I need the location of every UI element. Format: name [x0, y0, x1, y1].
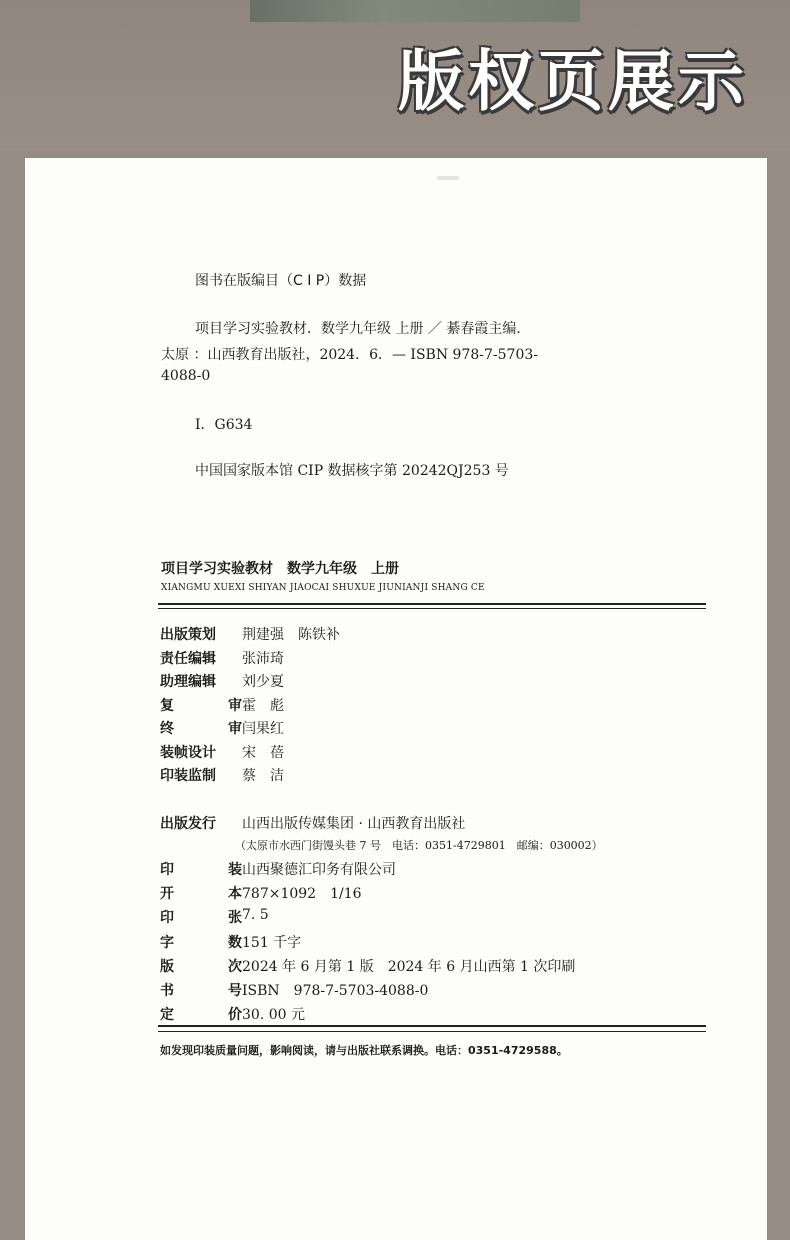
- top-photo-strip: [250, 0, 580, 22]
- cip-line-3: 4088-0: [161, 368, 211, 384]
- book-title: 项目学习实验教材 数学九年级 上册: [161, 561, 399, 577]
- cip-heading: 图书在版编目（C I P）数据: [195, 273, 367, 289]
- detail-row-label: [160, 883, 242, 903]
- staff-row-label: [160, 718, 242, 738]
- staff-row-label-text: 责任编辑: [160, 650, 216, 667]
- staff-row-value: 闫果红: [242, 721, 284, 737]
- detail-row-label-text: 次: [228, 958, 242, 975]
- staff-row-value: 荆建强 陈铁补: [242, 627, 340, 643]
- staff-row-value: 霍 彪: [242, 697, 284, 714]
- staff-row-label: [160, 648, 242, 668]
- quality-notice: 如发现印装质量问题，影响阅读，请与出版社联系调换。电话：0351-4729588。: [160, 1044, 568, 1057]
- staff-row-label-text: 终: [160, 721, 174, 737]
- detail-row-label-text: 本: [228, 886, 242, 903]
- detail-row-label-text: 号: [228, 983, 242, 999]
- staff-row-label-text: 审: [228, 721, 242, 737]
- double-rule-bottom-thin: [158, 1031, 706, 1032]
- detail-row-label: [160, 907, 242, 927]
- page-smudge: [437, 176, 459, 180]
- staff-row-label-text: 审: [228, 697, 242, 714]
- detail-row-value: 2024 年 6 月第 1 版 2024 年 6 月山西第 1 次印刷: [242, 958, 576, 975]
- staff-row-label: [160, 695, 242, 715]
- publisher-value: 山西出版传媒集团 · 山西教育出版社: [242, 816, 466, 832]
- detail-row-label-text: 字: [160, 934, 174, 951]
- detail-row-value: 7. 5: [242, 907, 269, 924]
- copyright-page: [25, 158, 767, 1240]
- detail-row-label-text: 装: [228, 862, 242, 878]
- publisher-address: （太原市水西门街馒头巷 7 号 电话：0351-4729801 邮编：030002）: [235, 839, 603, 852]
- cip-line-1: 项目学习实验教材．数学九年级 上册 ／ 綦春霞主编．: [195, 321, 531, 337]
- detail-row-label: [160, 980, 242, 1000]
- staff-row-label-text: 装帧设计: [160, 744, 216, 761]
- cip-classification: Ⅰ．G634: [195, 417, 253, 433]
- detail-row-label-text: 定: [160, 1007, 174, 1024]
- detail-row-label: [160, 1004, 242, 1024]
- detail-row-value: 787×1092 1/16: [242, 886, 362, 903]
- staff-row-label-text: 印装监制: [160, 768, 216, 784]
- detail-row-label-text: 开: [160, 886, 174, 903]
- detail-row-value: 山西聚德汇印务有限公司: [242, 862, 396, 878]
- banner-title: 版权页展示: [398, 43, 748, 120]
- staff-row-value: 张沛琦: [242, 650, 284, 667]
- detail-row-value: 151 千字: [242, 934, 302, 951]
- staff-row-label: [160, 624, 242, 644]
- detail-row-label-text: 数: [228, 934, 242, 951]
- detail-row-label: [160, 932, 242, 952]
- staff-row-label: [160, 765, 242, 785]
- staff-row-value: 宋 蓓: [242, 744, 284, 761]
- detail-row-label-text: 书: [160, 983, 174, 999]
- double-rule-top: [158, 603, 706, 605]
- detail-row-label-text: 张: [228, 910, 242, 927]
- detail-row-label: [160, 859, 242, 879]
- book-title-pinyin: XIANGMU XUEXI SHIYAN JIAOCAI SHUXUE JIUNIANJI SHANG CE: [161, 583, 485, 593]
- detail-row-value: 30. 00 元: [242, 1007, 305, 1024]
- detail-row-label-text: 印: [160, 910, 174, 927]
- staff-row-value: 刘少夏: [242, 674, 284, 690]
- publisher-label-text: 出版发行: [160, 816, 216, 832]
- detail-row-value: ISBN 978-7-5703-4088-0: [242, 983, 429, 999]
- staff-row-label: [160, 742, 242, 762]
- staff-row-value: 蔡 洁: [242, 768, 284, 784]
- detail-row-label-text: 价: [228, 1007, 242, 1024]
- staff-row-label: [160, 671, 242, 691]
- publisher-label: [160, 813, 242, 833]
- staff-row-label-text: 助理编辑: [160, 674, 216, 690]
- staff-row-label-text: 复: [160, 697, 174, 714]
- cip-line-2: 太原 ：山西教育出版社，2024．6．— ISBN 978-7-5703-: [161, 347, 538, 363]
- double-rule-top-thin: [158, 608, 706, 609]
- detail-row-label-text: 版: [160, 958, 174, 975]
- detail-row-label: [160, 956, 242, 976]
- detail-row-label-text: 印: [160, 862, 174, 878]
- double-rule-bottom: [158, 1025, 706, 1027]
- cip-verify-number: 中国国家版本馆 CIP 数据核字第 20242QJ253 号: [195, 463, 509, 479]
- staff-row-label-text: 出版策划: [160, 627, 216, 643]
